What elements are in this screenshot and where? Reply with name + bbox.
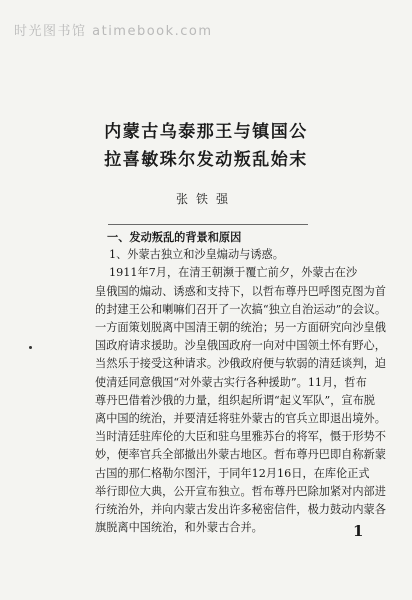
paragraph-line: 离中国的统治，并要清廷将驻外蒙古的官兵立即退出境外。 [95, 412, 386, 426]
paragraph-line: 皇俄国的煽动、诱惑和支持下，以哲布尊丹巴呼图克图为首 [95, 284, 386, 298]
paragraph-line: 旗脱离中国统治，和外蒙古合并。 [95, 521, 263, 535]
paragraph-line: 尊丹巴借着沙俄的力量，组织起所谓“起义军队”，宣布脱 [95, 393, 375, 407]
author-name: 张铁强 [175, 192, 236, 206]
paragraph-line: 举行即位大典，公开宣布独立。哲布尊丹巴除加紧对内部进 [95, 484, 386, 498]
title-line-1: 内蒙古乌泰那王与镇国公 [104, 122, 308, 142]
paragraph-line: 的封建王公和喇嘛们召开了一次搞“独立自治运动”的会议。 [95, 302, 387, 316]
watermark-text: 时光图书馆 atimebook.com [14, 24, 213, 39]
paragraph-line: 当然乐于接受这种请求。沙俄政府便与软弱的清廷谈判，迫 [95, 357, 386, 371]
paragraph-line: 当时清廷驻库伦的大臣和驻乌里雅苏台的将军，慑于形势不 [95, 430, 386, 444]
margin-mark [29, 346, 32, 349]
divider-rule [108, 224, 308, 225]
paragraph-line: 使清廷同意俄国“对外蒙古实行各种援助”。11月，哲布 [95, 375, 367, 389]
paragraph-line: 妙，便率官兵全部撤出外蒙古地区。哲布尊丹巴即自称新蒙 [95, 448, 386, 462]
section-heading: 一、发动叛乱的背景和原因 [107, 230, 242, 244]
paragraph-line: 国政府请求援助。沙皇俄国政府一向对中国领土怀有野心， [95, 339, 386, 353]
title-line-2: 拉喜敏珠尔发动叛乱始末 [104, 150, 308, 170]
paragraph-line: 古国的那仁格勒尔图汗，于同年12月16日，在库伦正式 [95, 466, 370, 480]
paragraph-line: 1、外蒙古独立和沙皇煽动与诱惑。 [109, 248, 284, 262]
paragraph-line: 1911年7月，在清王朝濒于覆亡前夕，外蒙古在沙 [109, 266, 358, 280]
page-number: 1 [353, 522, 364, 540]
body-text [95, 228, 391, 537]
paragraph-line: 一方面策划脱离中国清王朝的统治；另一方面研究向沙皇俄 [95, 321, 386, 335]
paragraph-line: 行统治外，并向内蒙古发出许多秘密信件，极力鼓动内蒙各 [95, 503, 386, 517]
